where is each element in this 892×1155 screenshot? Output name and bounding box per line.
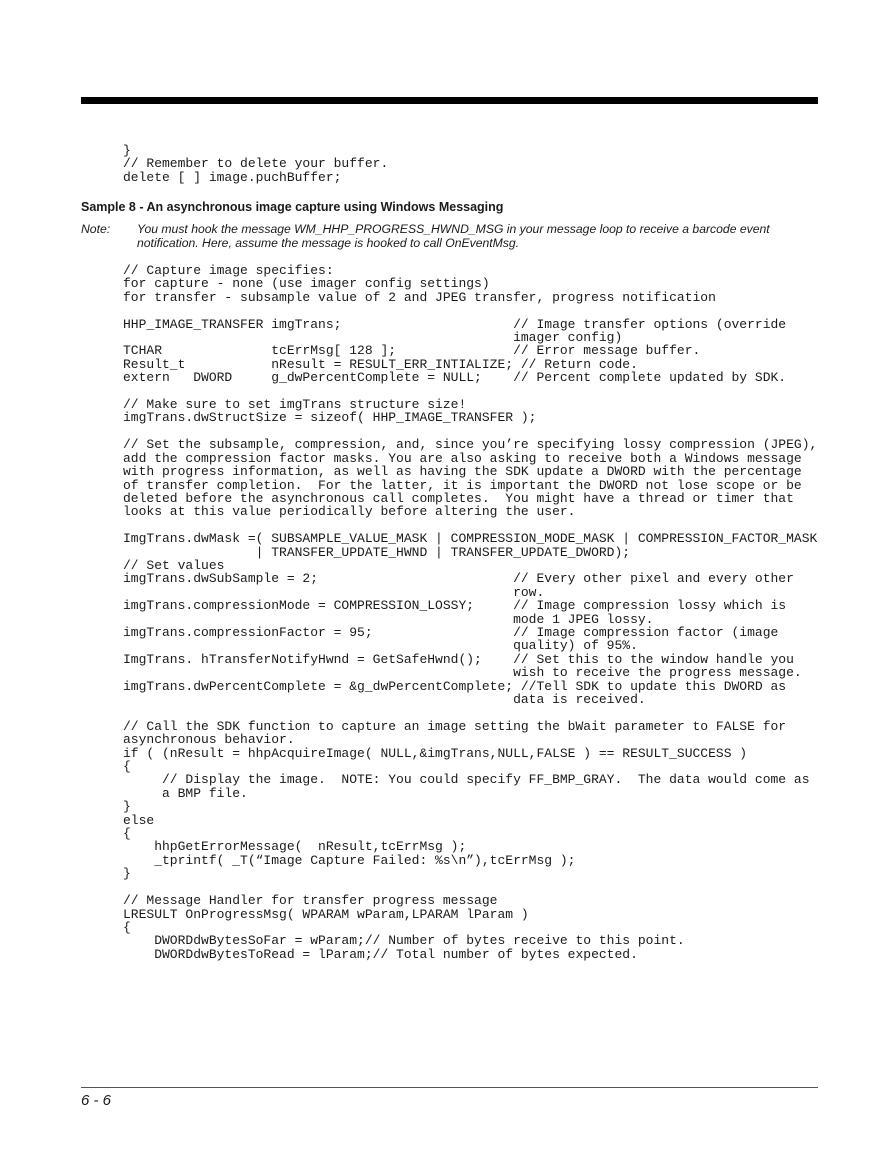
- note-text: You must hook the message WM_HHP_PROGRESS_HWND_MSG in your message loop to receive a barcode event notification. Here, assume the message is hooked to call OnEventMsg.: [137, 222, 770, 250]
- section-heading: Sample 8 - An asynchronous image capture using Windows Messaging: [81, 200, 504, 214]
- footer-rule: [81, 1087, 818, 1088]
- code-block-sample-8: // Capture image specifies: for capture - none (use imager config settings) for transfer - subsample value of 2 and JPEG transfer, progress notification HHP_IMAGE_TRANSFER imgTrans; // Image transfer options (override imager config) TCHAR tcErrMsg[ 128 ]; // Error message buffer. Result_t nResult = RESULT_ERR_INTIALIZE; // Return code. extern DWORD g_dwPercentComplete = NULL; // Percent complete updated by SDK. // Make sure to set imgTrans structure size! imgTrans.dwStructSize = sizeof( HHP_IMAGE_TRANSFER ); // Set the subsample, compression, and, since you’re specifying lossy compression (JPEG), add the compression factor masks. You are also asking to receive both a Windows message with progress information, as well as having the SDK update a DWORD with the percentage of transfer completion. For the latter, it is important the DWORD not lose scope or be deleted before the asynchronous call completes. You might have a thread or timer that looks at this value periodically before altering the user. ImgTrans.dwMask =( SUBSAMPLE_VALUE_MASK | COMPRESSION_MODE_MASK | COMPRESSION_FACTOR_MASK | TRANSFER_UPDATE_HWND | TRANSFER_UPDATE_DWORD); // Set values imgTrans.dwSubSample = 2; // Every other pixel and every other row. imgTrans.compressionMode = COMPRESSION_LOSSY; // Image compression lossy which is mode 1 JPEG lossy. imgTrans.compressionFactor = 95; // Image compression factor (image quality) of 95%. ImgTrans. hTransferNotifyHwnd = GetSafeHwnd(); // Set this to the window handle you wish to receive the progress message. imgTrans.dwPercentComplete = &g_dwPercentComplete; //Tell SDK to update this DWORD as data is received. // Call the SDK function to capture an image setting the bWait parameter to FALSE for asynchronous behavior. if ( (nResult = hhpAcquireImage( NULL,&imgTrans,NULL,FALSE ) == RESULT_SUCCESS ) { // Display the image. NOTE: You could specify FF_BMP_GRAY. The data would come as a BMP file. } else { hhpGetErrorMessage( nResult,tcErrMsg ); _tprintf( _T(“Image Capture Failed: %s\n”),tcErrMsg ); } // Message Handler for transfer progress message LRESULT OnProgressMsg( WPARAM wParam,LPARAM lParam ) { DWORDdwBytesSoFar = wParam;// Number of bytes receive to this point. DWORDdwBytesToRead = lParam;// Total number of bytes expected.: [123, 263, 818, 962]
- note-label: Note:: [81, 222, 111, 236]
- page-number: 6 - 6: [81, 1092, 112, 1109]
- code-block-buffer-cleanup: } // Remember to delete your buffer. delete [ ] image.puchBuffer;: [123, 143, 389, 185]
- header-rule: [81, 97, 818, 104]
